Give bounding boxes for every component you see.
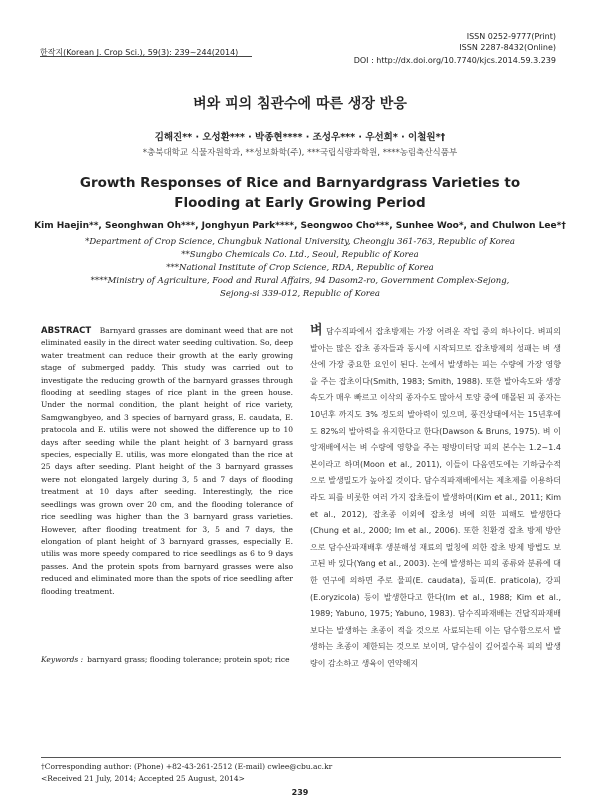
header-rule — [40, 56, 252, 57]
journal-citation: 한작지(Korean J. Crop Sci.), 59(3): 239~244(2014) — [40, 48, 239, 57]
issn-block — [459, 31, 556, 53]
body-paragraph: 담수직파에서 잡초방제는 가장 어려운 작업 중의 하나이다. 벼피의 발아는 많은 잡초 종자들과 동시에 시작되므로 잡초방제의 성패는 벼 생산에 가장 중요한 요인이 된다. 논에서 발생하는 피는 수량에 가장 영향을 주는 잡초이다(Smith, 1983; Smith, 1988). 또한 발아속도와 생장 속도가 매우 빠르고 이삭의 종자수도 많아서 토양 중에 매몰된 피 종자는 10년후 까지도 3% 정도의 발아력이 있으며, 풍건상태에서는 15년후에도 82%의 발아력을 유지한다고 한다(Dawson & Bruns, 1975). 벼 이앙재배에서는 벼 수량에 영향을 주는 평방미터당 피의 본수는 1.2~1.4본이라고 하며(Moon et al., 2011), 이들이 다음연도에는 기하급수적으로 발생밀도가 높아질 것이다. 담수직파재배에서는 제초제를 이용하더라도 피를 비롯한 여러 가지 잡초들이 발생하며(Kim et al., 2011; Kim et al., 2012), 잡초종 이외에 잡초성 벼에 의한 피해도 발생한다(Chung et al., 2000; Im et al., 2006). 또한 친환경 잡초 방제 방안으로 담수산파재배후 생분해성 재료의 멀칭에 의한 잡초 방제 방법도 보고된 바 있다(Yang et al., 2003). 논에 발생하는 피의 종류와 분류에 대한 연구에 의하면 주로 물피(E. caudata), 돌피(E. praticola), 강피(E.oryzicola) 등이 발생한다고 한다(Im et al., 1988; Kim et al., 1989; Yabuno, 1975; Yabuno, 1983). 담수직파재배는 건답직파재배보다는 발생하는 초종이 적을 것으로 사료되는데 이는 담수함으로서 발생하는 초종이 제한되는 것으로 보이며, 담수심이 깊어질수록 피의 발생량이 감소하고 생육이 연약해지 — [310, 327, 561, 668]
keywords-label: Keywords : — [41, 655, 84, 664]
affiliations-english — [0, 236, 600, 301]
keywords — [41, 654, 293, 666]
body-text-korean — [310, 323, 561, 672]
footnote-rule — [41, 757, 561, 758]
abstract-text: Barnyard grasses are dominant weed that are not eliminated easily in the direct water seeding cultivation. So, deep water treatment can reduce their growth at the early growing stage of submerged paddy. This study was carried out to investigate the reducing growth of the barnyard grasses through flooding at seedling stages of rice plant in the green house. Under the normal condition, the plant height of rice variety, Samgwangbyeo, and 3 species of barnyard grass, E. caudata, E. pratocola and E. utilis were not showed the difference up to 10 days after seeding while the plant height of 3 barnyard grass species, especially E. utilis, was more elongated than the rice at 25 days after seeding. Plant height of the 3 barnyard grasses were not elongated largely during 3, 5 and 7 days of flooding treatment at 10 days after seeding. Interestingly, the rice seedlings was grown over 20 cm, and the flooding tolerance of rice seedling was higher than the 3 barnyard grass varieties. However, after flooding treatment for 3, 5 and 7 days, the elongation of plant height of 3 barnyard grasses, especially E. utilis was more speedy compared to rice seedlings as 6 to 9 days passes. And the protein spots from barnyard grasses were also reduced and eliminated more than the spots of rice seedling after flooding treatment. — [41, 326, 294, 596]
affiliations-korean: *충북대학교 식물자원학과, **성보화학(주), ***국립식량과학원, ****농림축산식품부 — [142, 148, 458, 158]
title-english-line-1: Growth Responses of Rice and Barnyardgrass Varieties to — [79, 175, 521, 191]
drop-cap: 벼 — [310, 323, 323, 338]
title-korean: 벼와 피의 침관수에 따른 생장 반응 — [193, 96, 407, 112]
received-dates: <Received 21 July, 2014; Accepted 25 August, 2014> — [41, 774, 245, 783]
issn-online: ISSN 2287-8432(Online) — [459, 43, 556, 52]
title-english — [0, 173, 600, 213]
issn-print: ISSN 0252-9777(Print) — [466, 32, 556, 41]
affiliation-3: ***National Institute of Crop Science, RDA, Republic of Korea — [166, 263, 434, 273]
authors-korean: 김해진** · 오성환*** · 박종현**** · 조성우*** · 우선희* · 이철원*† — [154, 132, 446, 143]
authors-english: Kim Haejin**, Seonghwan Oh***, Jonghyun Park****, Seongwoo Cho***, Sunhee Woo*, and Chulwon Lee*† — [34, 221, 566, 231]
page-number: 239 — [291, 788, 309, 797]
affiliation-4-cont: Sejong-si 339-012, Republic of Korea — [220, 289, 380, 299]
corresponding-author: †Corresponding author: (Phone) +82-43-261-2512 (E-mail) cwlee@cbu.ac.kr — [41, 762, 333, 771]
doi-link[interactable]: DOI : http://dx.doi.org/10.7740/kjcs.2014.59.3.239 — [353, 56, 556, 65]
affiliation-1: *Department of Crop Science, Chungbuk National University, Cheongju 361-763, Republic of Korea — [85, 237, 515, 247]
keywords-text: barnyard grass; flooding tolerance; protein spot; rice — [87, 655, 290, 664]
affiliation-4: ****Ministry of Agriculture, Food and Rural Affairs, 94 Dasom2-ro, Government Complex-Sejong, — [90, 276, 510, 286]
abstract — [41, 325, 293, 598]
affiliation-2: **Sungbo Chemicals Co. Ltd., Seoul, Republic of Korea — [181, 250, 419, 260]
title-english-line-2: Flooding at Early Growing Period — [174, 195, 426, 211]
abstract-heading: ABSTRACT — [41, 326, 92, 336]
